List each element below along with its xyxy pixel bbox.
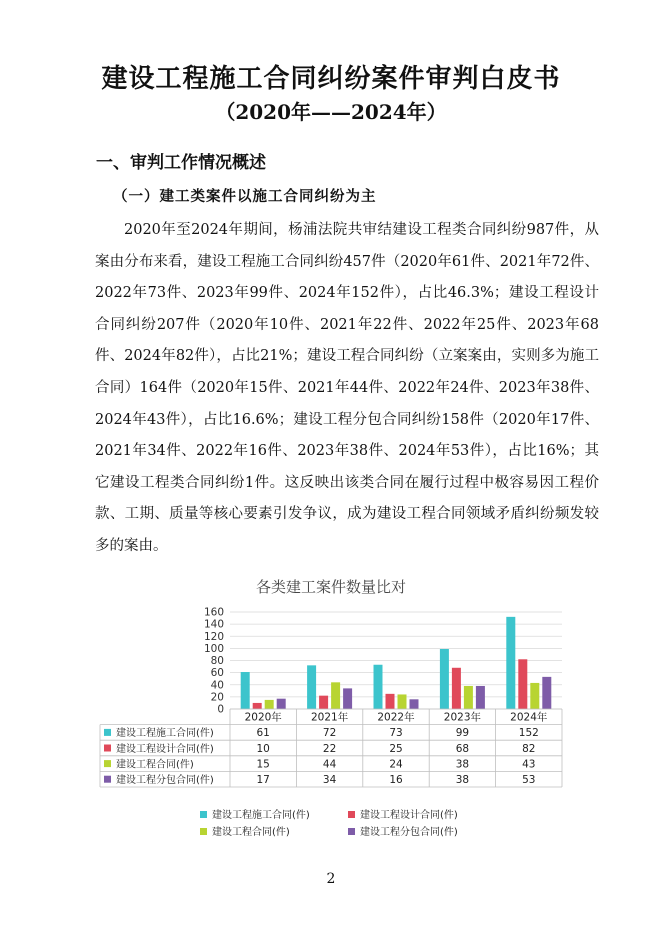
bar xyxy=(452,668,461,709)
table-data-label: 61 xyxy=(256,727,270,740)
table-data-label: 44 xyxy=(322,758,337,771)
table-data-label: 16 xyxy=(389,774,403,786)
bar xyxy=(331,682,340,709)
x-category-label: 2024年 xyxy=(510,711,548,724)
bar xyxy=(277,699,286,709)
bar xyxy=(307,665,316,709)
document-title: 建设工程施工合同纠纷案件审判白皮书 xyxy=(101,64,561,94)
table-data-label: 72 xyxy=(322,727,337,740)
bar xyxy=(343,688,352,709)
x-category-label: 2022年 xyxy=(377,711,415,724)
legend-label: 建设工程施工合同(件) xyxy=(212,810,310,821)
document-subtitle: （2020年——2024年） xyxy=(215,100,447,124)
y-tick-label: 120 xyxy=(203,630,224,643)
table-data-label: 25 xyxy=(389,742,403,755)
section-heading: 一、审判工作情况概述 xyxy=(96,153,266,173)
table-series-label: 建设工程分包合同(件) xyxy=(116,775,214,786)
table-data-label: 22 xyxy=(322,742,337,755)
subsection-heading: （一）建工类案件以施工合同纠纷为主 xyxy=(113,188,377,205)
legend-label: 建设工程分包合同(件) xyxy=(360,827,458,838)
legend-label: 建设工程设计合同(件) xyxy=(360,810,458,821)
table-data-label: 17 xyxy=(256,774,270,786)
table-legend-key xyxy=(104,745,111,752)
bar xyxy=(386,694,395,709)
y-tick-label: 60 xyxy=(210,667,224,680)
table-data-label: 43 xyxy=(522,758,536,771)
legend-label: 建设工程合同(件) xyxy=(212,827,290,838)
bar xyxy=(410,699,419,709)
table-data-label: 38 xyxy=(455,758,470,771)
table-data-label: 53 xyxy=(522,774,536,786)
table-data-label: 82 xyxy=(522,742,536,755)
legend-key xyxy=(200,811,207,818)
bar xyxy=(464,686,473,709)
bar xyxy=(476,686,485,709)
x-category-label: 2021年 xyxy=(310,711,349,724)
bar xyxy=(319,696,328,709)
table-data-label: 73 xyxy=(389,727,403,740)
y-tick-label: 80 xyxy=(210,655,224,667)
y-tick-label: 100 xyxy=(203,642,224,655)
x-category-label: 2023年 xyxy=(443,711,482,724)
body-paragraph: 2020年至2024年期间，杨浦法院共审结建设工程类合同纠纷987件，从案由分布来看，建设工程施工合同纠纷457件（2020年61件、2021年72件、2022年73件、2023年99件、2024年152件），占比46.3%；建设工程设计合同纠纷207件（2020年10件、2021年22件、2022年25件、2023年68件、2024年82件），占比21%；建设工程合同纠纷（立案案由，实则多为施工合同）164件（2020年15件、2021年44件、2022年24件、2023年38件、2024年43件），占比16.6%；建设工程分包合同纠纷158件（2020年17件、2021年34件、2022年16件、2023年38件、2024年53件），占比16%；其它建设工程类合同纠纷1件。这反映出该类合同在履行过程中极容易因工程价款、工期、质量等核心要素引发争议，成为建设工程合同领域矛盾纠纷频发较多的案由。 xyxy=(95,222,599,554)
table-data-label: 68 xyxy=(455,742,470,755)
table-series-label: 建设工程施工合同(件) xyxy=(116,728,214,740)
y-tick-label: 140 xyxy=(203,618,224,631)
table-data-label: 24 xyxy=(389,758,403,771)
bar xyxy=(542,677,551,709)
bar xyxy=(440,649,449,709)
table-data-label: 34 xyxy=(322,774,337,786)
bar xyxy=(265,700,274,709)
table-data-label: 152 xyxy=(518,727,539,740)
bar xyxy=(374,665,383,709)
table-series-label: 建设工程设计合同(件) xyxy=(116,743,214,755)
y-tick-label: 40 xyxy=(210,679,224,692)
table-legend-key xyxy=(104,776,111,783)
table-data-label: 10 xyxy=(256,742,270,755)
y-tick-label: 160 xyxy=(203,606,224,619)
x-category-label: 2020年 xyxy=(244,711,282,724)
bar xyxy=(518,659,527,709)
y-tick-label: 0 xyxy=(217,703,224,716)
page-number: 2 xyxy=(326,871,336,887)
table-data-label: 99 xyxy=(455,727,470,740)
bar-chart xyxy=(0,598,662,858)
legend-key xyxy=(200,828,207,835)
bar xyxy=(506,617,515,709)
bar xyxy=(530,683,539,709)
legend-key xyxy=(348,828,355,835)
table-legend-key xyxy=(104,729,111,736)
legend-key xyxy=(348,811,355,818)
bar xyxy=(253,703,262,709)
table-data-label: 38 xyxy=(455,774,470,786)
table-data-label: 15 xyxy=(256,758,270,771)
table-series-label: 建设工程合同(件) xyxy=(116,759,194,771)
y-tick-label: 20 xyxy=(210,691,224,704)
table-legend-key xyxy=(104,760,111,767)
chart-title: 各类建工案件数量比对 xyxy=(255,578,406,596)
bar xyxy=(398,694,407,709)
bar xyxy=(241,672,250,709)
